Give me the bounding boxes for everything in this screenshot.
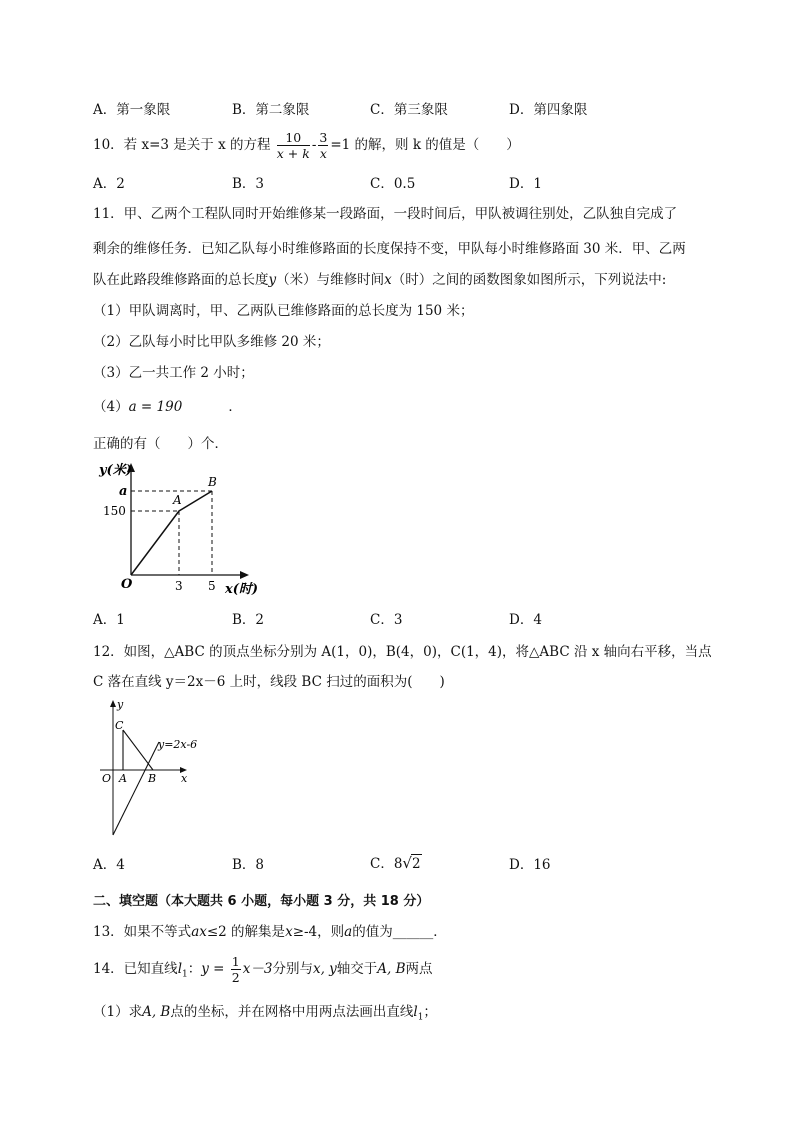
q11-x-arrow <box>240 571 249 579</box>
q11-x-tick-5: 5 <box>208 579 216 593</box>
q11-line-2: 剩余的维修任务．已知乙队每小时维修路面的长度保持不变，甲队每小时维修路面 30 米．甲、乙两 <box>93 241 686 257</box>
q11-origin: O <box>121 577 133 592</box>
q14-question <box>93 952 433 992</box>
q10-frac1-den: x + k <box>276 146 310 161</box>
q11-statement-3: （3）乙一共工作 2 小时； <box>93 365 254 381</box>
q13-a: 13．如果不等式 <box>93 924 192 940</box>
q11-y-tick-a: a <box>119 484 128 499</box>
q12-x-label: x <box>181 772 188 785</box>
q14-eq-y: y <box>201 961 209 977</box>
q10-frac2-den: x <box>319 146 327 161</box>
section-2-heading: 二、填空题（本大题共 6 小题，每小题 3 分，共 18 分） <box>93 894 430 909</box>
q11-option-c: C．3 <box>370 612 403 628</box>
q14-frac-den: 2 <box>231 970 240 985</box>
q12-y-arrow <box>110 700 116 707</box>
q10-option-b: B．3 <box>232 176 265 192</box>
q10-fraction-1 <box>277 130 310 161</box>
q10-minus: - <box>311 137 317 153</box>
q13-b: ≤2 的解集是 <box>206 924 286 940</box>
q11-ask: 正确的有（ ）个． <box>93 436 228 452</box>
q11-s4-expr: a = 190 <box>128 399 183 415</box>
q11-option-d: D．4 <box>509 612 542 628</box>
q10-option-d: D．1 <box>509 176 542 192</box>
q14-l1: l <box>177 961 183 977</box>
q12-option-c-label: C．8 <box>370 856 403 872</box>
q14-frac-num: 1 <box>231 954 240 969</box>
q11-statement-4 <box>93 398 242 416</box>
q14-sq1-c: ； <box>423 1004 437 1020</box>
q12-graph <box>90 695 200 840</box>
q11-var-x: x <box>384 272 392 288</box>
q12-option-a: A．4 <box>93 857 125 873</box>
q10-prefix: 10．若 x=3 是关于 x 的方程 <box>93 137 271 153</box>
q14-b: ： <box>187 961 202 977</box>
q12-y-label: y <box>117 698 124 711</box>
q11-line-3 <box>93 271 666 289</box>
q12-point-c: C <box>115 719 124 732</box>
q11-var-y: y <box>268 272 277 288</box>
q12-point-a: A <box>119 772 127 785</box>
q11-s4-prefix: （4） <box>93 399 129 415</box>
q14-sq1-sub: 1 <box>417 1012 424 1023</box>
q11-statement-1: （1）甲队调离时，甲、乙两队已维修路面的总长度为 150 米； <box>93 303 474 319</box>
q11-option-b: B．2 <box>232 612 265 628</box>
q9-option-c: C．第三象限 <box>370 102 448 118</box>
q14-a: 14．已知直线 <box>93 961 178 977</box>
q10-fraction-2 <box>318 130 328 161</box>
q13-d: 的值为______． <box>352 924 447 940</box>
q11-line-1: 11．甲、乙两个工程队同时开始维修某一段路面，一段时间后，甲队被调往别处，乙队独自完成了 <box>93 206 678 222</box>
q12-option-b: B．8 <box>232 857 265 873</box>
q14-e: 两点 <box>405 961 433 977</box>
q12-line-label: y=2x-6 <box>158 738 198 751</box>
q9-option-b: B．第二象限 <box>232 102 310 118</box>
q12-origin: O <box>102 772 112 785</box>
q12-sqrt-radicand: 2 <box>411 856 421 872</box>
q12-sqrt-sign: √ <box>402 854 412 872</box>
q14-sq1-ab: A, B <box>142 1004 171 1020</box>
q10-frac2-num: 3 <box>319 130 328 145</box>
q11-line3-c: （时）之间的函数图象如图所示，下列说法中: <box>391 272 667 288</box>
q13-var: a <box>344 924 353 940</box>
q9-option-a: A．第一象限 <box>93 102 171 118</box>
q11-statement-2: （2）乙队每小时比甲队多维修 20 米； <box>93 334 330 350</box>
q14-sq1-a: （1）求 <box>93 1004 143 1020</box>
q11-point-a: A <box>173 493 182 507</box>
q11-option-a: A．1 <box>93 612 125 628</box>
q10-option-c: C．0.5 <box>370 176 416 192</box>
q14-xy: x, y <box>312 961 337 977</box>
q11-x-tick-3: 3 <box>175 579 183 593</box>
q11-line3-b: （米）与维修时间 <box>276 272 385 288</box>
q10-question <box>93 128 520 162</box>
q12-line-2: C 落在直线 y＝2x－6 上时，线段 BC 扫过的面积为( ) <box>93 674 445 690</box>
q13-question <box>93 923 447 941</box>
q11-point-b: B <box>208 475 217 489</box>
q11-graph <box>95 460 275 600</box>
q13-expr2: x <box>285 924 293 940</box>
q14-sq1-b: 点的坐标，并在网格中用两点法画出直线 <box>170 1004 414 1020</box>
q14-eq-mid: = <box>208 961 229 977</box>
q14-ab: A, B <box>377 961 406 977</box>
q14-d: 轴交于 <box>336 961 378 977</box>
q10-suffix: =1 的解，则 k 的值是（ ） <box>330 137 520 153</box>
q12-option-c <box>370 854 422 873</box>
q11-y-tick-150: 150 <box>103 504 126 518</box>
q12-line-1: 12．如图，△ABC 的顶点坐标分别为 A(1，0)，B(4，0)，C(1，4)，将△ABC 沿 x 轴向右平移，当点 <box>93 644 712 660</box>
q10-frac1-num: 10 <box>277 130 310 146</box>
q14-sq1-l: l <box>413 1004 418 1020</box>
q14-eq-tail: x－3 <box>242 961 273 977</box>
q11-line3-a: 队在此路段维修路面的总长度 <box>93 272 269 288</box>
q11-s4-end: ． <box>228 399 242 415</box>
q13-expr: ax <box>191 924 207 940</box>
q11-y-label: y(米) <box>99 463 132 478</box>
q11-function-line <box>131 491 212 575</box>
q12-line-y2x6 <box>113 742 159 835</box>
q14-subquestion-1 <box>93 1003 437 1027</box>
q14-fraction <box>231 954 241 985</box>
q12-option-d: D．16 <box>509 857 551 873</box>
q14-l1-sub: 1 <box>182 969 188 980</box>
q14-c: 分别与 <box>272 961 313 977</box>
q11-x-label: x(时) <box>225 582 259 597</box>
q10-option-a: A．2 <box>93 176 125 192</box>
q9-option-d: D．第四象限 <box>509 102 588 118</box>
q12-point-b: B <box>148 772 157 785</box>
q13-c: ≥-4，则 <box>292 924 345 940</box>
